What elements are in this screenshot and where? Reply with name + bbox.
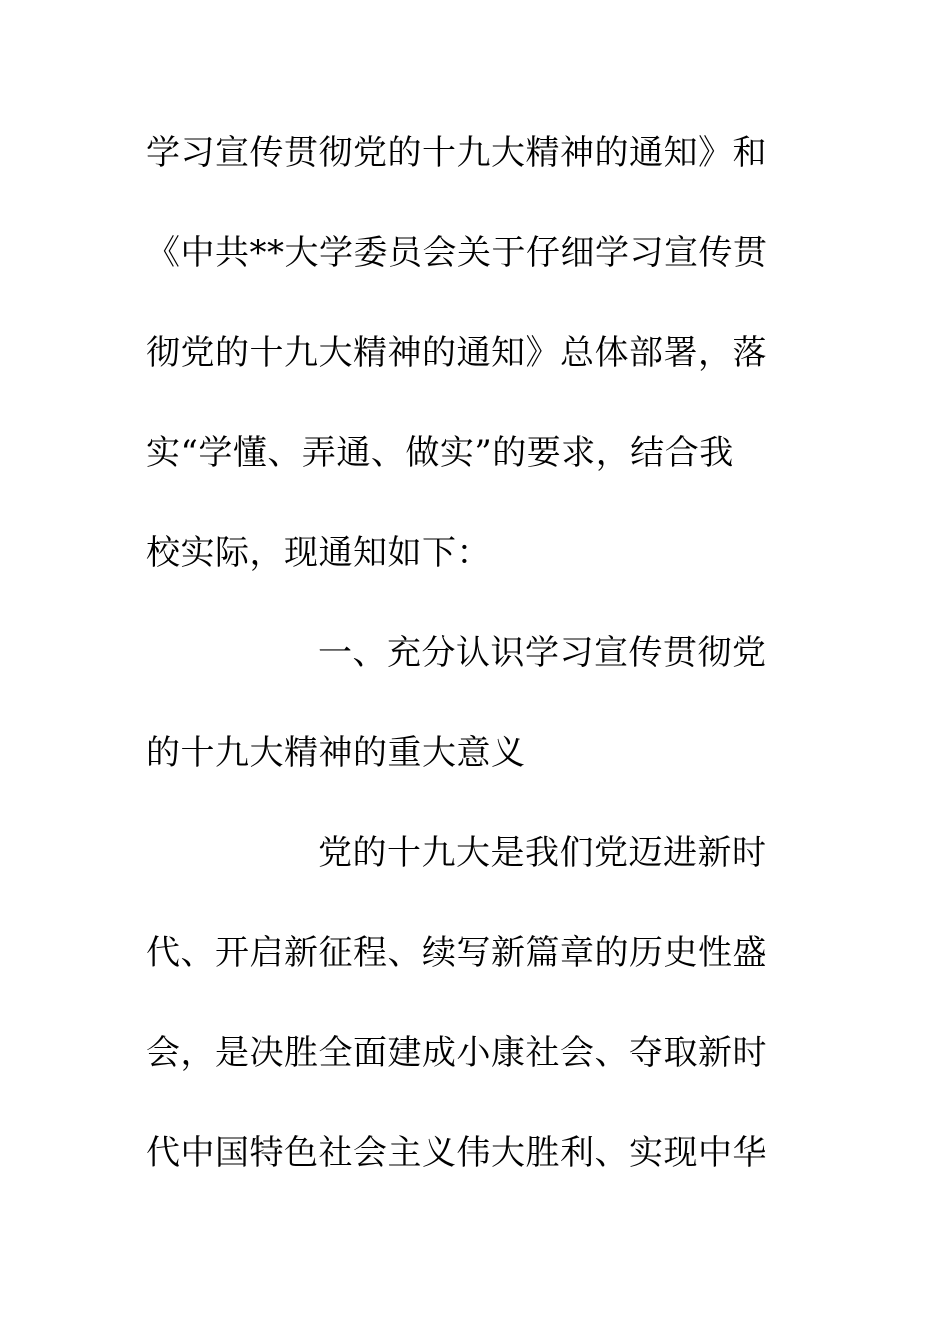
section-heading-line-1: 一、充分认识学习宣传贯彻党 xyxy=(318,633,767,673)
section-heading-line-2: 的十九大精神的重大意义 xyxy=(146,733,526,773)
text-line-5: 校实际，现通知如下： xyxy=(146,533,491,573)
text-line-3: 彻党的十九大精神的通知》总体部署，落 xyxy=(146,333,767,373)
text-line-2: 《中共**大学委员会关于仔细学习宣传贯 xyxy=(146,233,768,273)
text-line-1: 学习宣传贯彻党的十九大精神的通知》和 xyxy=(146,133,767,173)
paragraph-line-1: 党的十九大是我们党迈进新时 xyxy=(318,833,767,873)
paragraph-line-4: 代中国特色社会主义伟大胜利、实现中华 xyxy=(146,1133,767,1173)
text-line-4: 实“学懂、弄通、做实”的要求，结合我 xyxy=(146,433,734,473)
paragraph-line-3: 会，是决胜全面建成小康社会、夺取新时 xyxy=(146,1033,767,1073)
paragraph-line-2: 代、开启新征程、续写新篇章的历史性盛 xyxy=(146,933,767,973)
